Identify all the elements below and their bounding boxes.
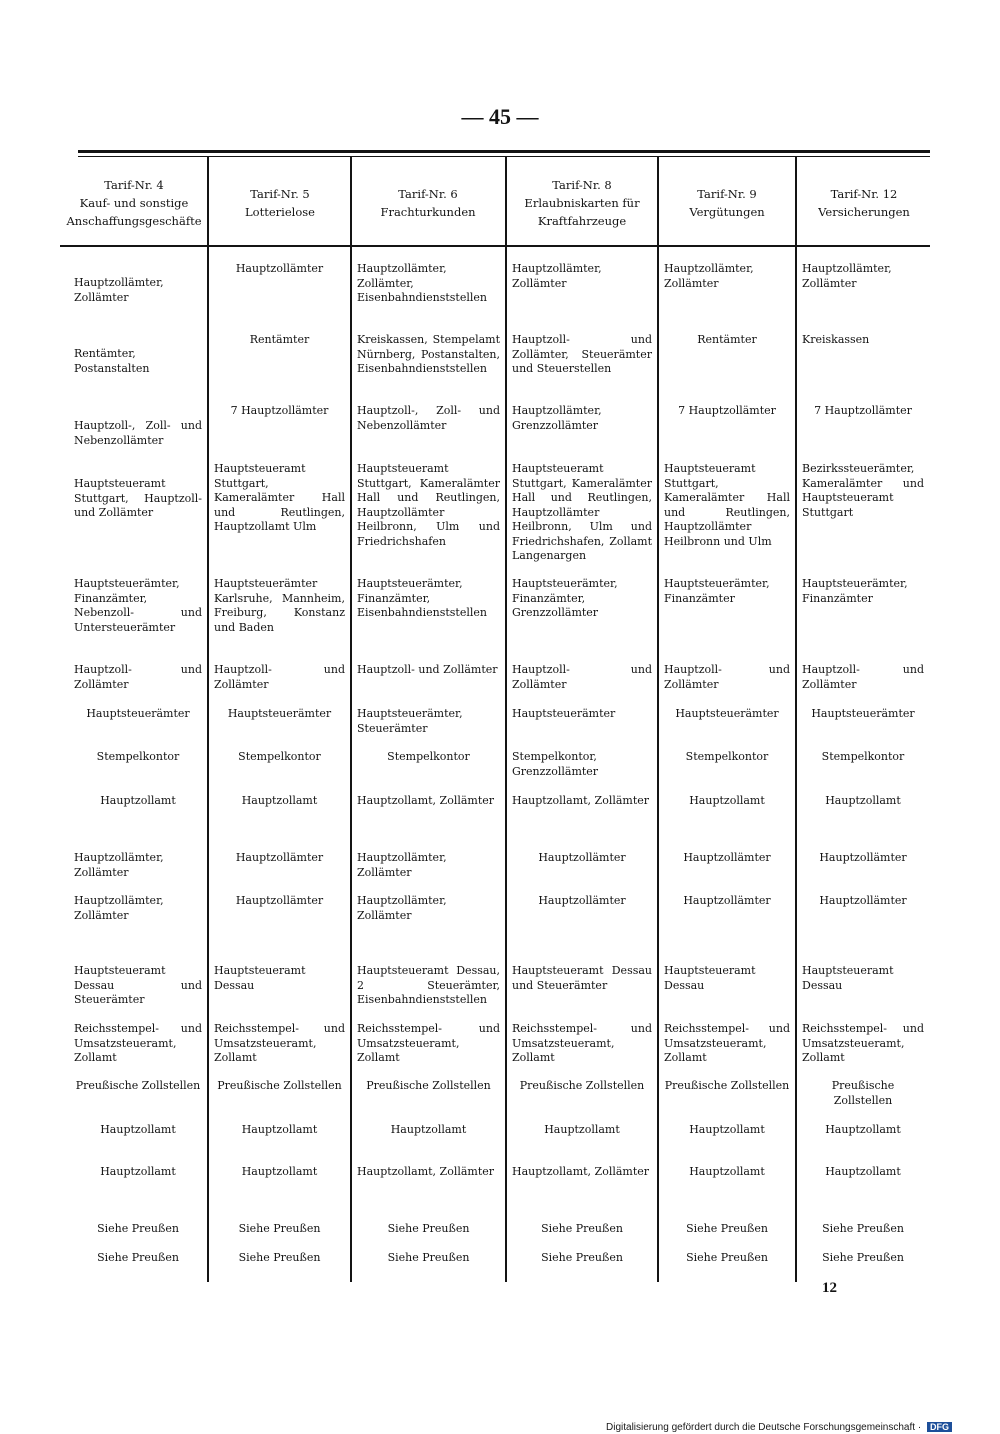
table-cell: Reichsstempel- und Umsatzsteueramt, Zollamt bbox=[802, 1022, 924, 1064]
table-cell: Hauptzollamt bbox=[100, 794, 176, 807]
table-cell: Siehe Preußen bbox=[97, 1251, 179, 1264]
table-cell: Hauptsteuerämter, Finanzämter, Eisenbahndienststellen bbox=[357, 577, 487, 619]
header-subtitle: Vergütungen bbox=[689, 205, 765, 219]
table-cell: Kreiskassen, Stempelamt Nürnberg, Postanstalten, Eisenbahndienststellen bbox=[357, 333, 500, 375]
table-cell: Hauptzollämter, Zollämter bbox=[74, 894, 164, 922]
table-row bbox=[60, 262, 930, 306]
header-subtitle: Lotterielose bbox=[245, 205, 315, 219]
table-cell: Preußische Zollstellen bbox=[75, 1079, 201, 1092]
table-cell: Siehe Preußen bbox=[238, 1222, 321, 1235]
table-cell: Hauptzoll- und Zollämter bbox=[74, 663, 202, 691]
header-subtitle: Versicherungen bbox=[818, 205, 910, 219]
table-cell: Hauptsteueramt Dessau und Steuerämter bbox=[74, 964, 202, 1006]
table-cell: Hauptzollämter bbox=[683, 851, 771, 864]
table-cell: Hauptzollämter, Zollämter bbox=[512, 262, 602, 290]
table-cell: Hauptsteueramt Stuttgart, Kameralämter Hall und Reutlingen, Hauptzollämter Heilbronn, Ulm und Friedrichshafen, Zollamt Langenargen bbox=[512, 462, 652, 562]
header-subtitle: Kauf- und sonstige Anschaffungsgeschäfte bbox=[66, 196, 202, 228]
header-tarif-9 bbox=[660, 185, 794, 221]
table-cell: Hauptzollamt bbox=[241, 1165, 318, 1178]
table-cell: Hauptsteueramt Stuttgart, Kameralämter Hall und Reutlingen, Hauptzollamt Ulm bbox=[214, 462, 345, 533]
table-cell: Hauptzollamt bbox=[825, 1123, 901, 1136]
table-cell: Hauptzollamt, Zollämter bbox=[512, 794, 650, 807]
table-cell: Hauptsteueramt Stuttgart, Hauptzoll- und Zollämter bbox=[74, 477, 202, 519]
table-cell: Hauptzollamt, Zollämter bbox=[357, 1165, 495, 1178]
table-cell: Hauptzollamt bbox=[100, 1123, 176, 1136]
header-subtitle: Frachturkunden bbox=[380, 205, 476, 219]
table-row bbox=[60, 1165, 930, 1180]
table-cell: Hauptzollamt, Zollämter bbox=[357, 794, 495, 807]
table-cell: Hauptzollämter bbox=[538, 894, 626, 907]
table-cell: Hauptzollämter, Zollämter, Eisenbahndienststellen bbox=[357, 262, 487, 304]
table-cell: Hauptzoll- und Zollämter bbox=[664, 663, 790, 691]
table-cell: Siehe Preußen bbox=[97, 1222, 179, 1235]
table-cell: Rentämter, Postanstalten bbox=[74, 347, 150, 375]
table-cell: Hauptzollamt bbox=[825, 1165, 901, 1178]
table-cell: Stempelkontor bbox=[387, 750, 470, 763]
table-cell: Hauptzollämter, Zollämter bbox=[357, 894, 447, 922]
table-cell: Siehe Preußen bbox=[541, 1251, 623, 1264]
table-cell: Siehe Preußen bbox=[238, 1251, 321, 1264]
table-row bbox=[60, 404, 930, 448]
table-cell: Hauptzollämter, Zollämter bbox=[802, 262, 892, 290]
table-cell: Reichsstempel- und Umsatzsteueramt, Zollamt bbox=[357, 1022, 500, 1064]
table-row bbox=[60, 577, 930, 635]
table-cell: Hauptzoll- und Zollämter, Steuerämter und Steuerstellen bbox=[512, 333, 652, 375]
table-cell: Siehe Preußen bbox=[822, 1251, 904, 1264]
table-cell: Hauptzoll-, Zoll- und Nebenzollämter bbox=[357, 404, 500, 432]
table-cell: Hauptzoll-, Zoll- und Nebenzollämter bbox=[74, 419, 202, 447]
header-tarif-6 bbox=[352, 185, 504, 221]
table-cell: Hauptsteuerämter bbox=[86, 707, 190, 720]
table-row bbox=[60, 1079, 930, 1108]
table-row bbox=[60, 333, 930, 377]
table-cell: Hauptzoll- und Zollämter bbox=[357, 663, 498, 676]
table-row bbox=[60, 1251, 930, 1266]
table-cell: Stempelkontor bbox=[821, 750, 905, 763]
header-title: Tarif-Nr. 12 bbox=[830, 187, 898, 201]
table-cell: Hauptzollamt bbox=[100, 1165, 176, 1178]
table-cell: 7 Hauptzollämter bbox=[230, 404, 329, 417]
header-tarif-4 bbox=[62, 176, 206, 230]
table-cell: Siehe Preußen bbox=[387, 1251, 470, 1264]
table-cell: Preußische Zollstellen bbox=[831, 1079, 895, 1107]
table-cell: Reichsstempel- und Umsatzsteueramt, Zollamt bbox=[74, 1022, 202, 1064]
table-cell: Hauptzollamt bbox=[241, 794, 318, 807]
table-cell: Hauptzoll- und Zollämter bbox=[802, 663, 924, 691]
table-cell: Hauptsteuerämter bbox=[811, 707, 915, 720]
table-cell: Hauptsteuerämter, Finanzämter bbox=[664, 577, 770, 605]
table-cell: Bezirkssteuerämter, Kameralämter und Hauptsteueramt Stuttgart bbox=[802, 462, 924, 519]
table-cell: Hauptsteuerämter bbox=[675, 707, 779, 720]
table-cell: Hauptsteuerämter, Steuerämter bbox=[357, 707, 463, 735]
table-cell: Hauptzollamt, Zollämter bbox=[512, 1165, 650, 1178]
table-cell: Siehe Preußen bbox=[822, 1222, 904, 1235]
table-cell: Preußische Zollstellen bbox=[519, 1079, 645, 1092]
table-cell: Hauptzollämter, Grenzzollämter bbox=[512, 404, 602, 432]
table-row bbox=[60, 1022, 930, 1066]
table-cell: Siehe Preußen bbox=[541, 1222, 623, 1235]
table-cell: Hauptzollämter bbox=[538, 851, 626, 864]
table-cell: Kreiskassen bbox=[802, 333, 870, 346]
table-cell: Hauptsteuerämter, Finanzämter, Grenzzollämter bbox=[512, 577, 618, 619]
table-cell: Siehe Preußen bbox=[686, 1251, 768, 1264]
digitization-text: Digitalisierung gefördert durch die Deutsche Forschungsgemeinschaft bbox=[606, 1422, 916, 1433]
table-cell: Hauptsteuerämter Karlsruhe, Mannheim, Freiburg, Konstanz und Baden bbox=[214, 577, 345, 634]
table-row bbox=[60, 462, 930, 564]
table-cell: Hauptzollämter, Zollämter bbox=[664, 262, 754, 290]
table-cell: Stempelkontor bbox=[238, 750, 321, 763]
table-row bbox=[60, 663, 930, 692]
table-cell: Hauptsteueramt Dessau bbox=[664, 964, 756, 992]
table-cell: Hauptzollämter bbox=[235, 894, 324, 907]
table-cell: Hauptsteueramt Dessau bbox=[802, 964, 894, 992]
table-cell: Hauptsteuerämter, Finanzämter, Nebenzoll- und Untersteuerämter bbox=[74, 577, 202, 634]
table-cell: Hauptzollämter bbox=[819, 894, 907, 907]
table-cell: Hauptsteuerämter, Finanzämter bbox=[802, 577, 908, 605]
table-cell: Hauptzollamt bbox=[689, 1123, 765, 1136]
table-row bbox=[60, 794, 930, 809]
page-number: — 45 — bbox=[461, 104, 539, 129]
table-cell: Stempelkontor bbox=[685, 750, 769, 763]
table-row bbox=[60, 964, 930, 1008]
table-cell: Reichsstempel- und Umsatzsteueramt, Zollamt bbox=[214, 1022, 345, 1064]
table-cell: 7 Hauptzollämter bbox=[814, 404, 912, 417]
table-cell: Hauptsteueramt Dessau, 2 Steuerämter, Eisenbahndienststellen bbox=[357, 964, 500, 1006]
table-cell: Hauptzollämter, Zollämter bbox=[74, 851, 164, 879]
header-title: Tarif-Nr. 4 bbox=[104, 178, 164, 192]
table-cell: Hauptsteuerämter bbox=[512, 707, 616, 720]
table-cell: Hauptzoll- und Zollämter bbox=[512, 663, 652, 691]
top-rule-thin bbox=[78, 156, 930, 157]
table-cell: Hauptsteueramt Dessau und Steuerämter bbox=[512, 964, 652, 992]
table-cell: 7 Hauptzollämter bbox=[678, 404, 776, 417]
table-cell: Hauptzollämter bbox=[683, 894, 771, 907]
table-cell: Hauptzollamt bbox=[689, 794, 765, 807]
table-cell: Rentämter bbox=[697, 333, 757, 346]
table-cell: Reichsstempel- und Umsatzsteueramt, Zollamt bbox=[664, 1022, 790, 1064]
header-title: Tarif-Nr. 6 bbox=[398, 187, 458, 201]
table-cell: Hauptzollämter, Zollämter bbox=[357, 851, 447, 879]
table-cell: Hauptzoll- und Zollämter bbox=[214, 663, 345, 691]
table-cell: Hauptzollämter, Zollämter bbox=[74, 276, 164, 304]
table-cell: Stempelkontor bbox=[96, 750, 180, 763]
table-cell: Hauptzollamt bbox=[544, 1123, 620, 1136]
table-row bbox=[60, 750, 930, 779]
header-title: Tarif-Nr. 8 bbox=[552, 178, 612, 192]
table-cell: Rentämter bbox=[249, 333, 310, 346]
table-cell: Hauptzollämter bbox=[819, 851, 907, 864]
table-cell: Hauptsteueramt Stuttgart, Kameralämter Hall und Reutlingen, Hauptzollämter Heilbronn, Ulm und Friedrichshafen bbox=[357, 462, 500, 548]
table-cell: Hauptzollämter bbox=[235, 851, 324, 864]
signature-mark: 12 bbox=[822, 1280, 837, 1296]
table-row bbox=[60, 1222, 930, 1237]
table-row bbox=[60, 707, 930, 736]
table-cell: Hauptzollamt bbox=[825, 794, 901, 807]
table-cell: Stempelkontor, Grenzzollämter bbox=[512, 750, 599, 778]
table-cell: Hauptzollamt bbox=[241, 1123, 318, 1136]
header-tarif-8 bbox=[508, 176, 656, 230]
table-cell: Hauptzollamt bbox=[689, 1165, 765, 1178]
table-cell: Reichsstempel- und Umsatzsteueramt, Zollamt bbox=[512, 1022, 652, 1064]
header-title: Tarif-Nr. 9 bbox=[697, 187, 757, 201]
table-cell: Hauptzollamt bbox=[390, 1123, 467, 1136]
table-cell: Preußische Zollstellen bbox=[366, 1079, 491, 1092]
header-subtitle: Erlaubniskarten für Kraftfahrzeuge bbox=[524, 196, 640, 228]
table-row bbox=[60, 894, 930, 923]
table-cell: Hauptsteueramt Stuttgart, Kameralämter Hall und Reutlingen, Hauptzollämter Heilbronn und Ulm bbox=[664, 462, 790, 548]
table-row bbox=[60, 851, 930, 880]
header-title: Tarif-Nr. 5 bbox=[250, 187, 310, 201]
table-cell: Hauptsteueramt Dessau bbox=[214, 964, 306, 992]
header-rule bbox=[60, 245, 930, 247]
table-cell: Preußische Zollstellen bbox=[217, 1079, 342, 1092]
table-cell: Hauptzollämter bbox=[235, 262, 324, 275]
table-row bbox=[60, 1123, 930, 1138]
table-cell: Hauptsteuerämter bbox=[227, 707, 332, 720]
table-cell: Preußische Zollstellen bbox=[664, 1079, 790, 1092]
digitization-note: Digitalisierung gefördert durch die Deutsche Forschungsgemeinschaft · DFG bbox=[606, 1422, 952, 1433]
table-cell: Siehe Preußen bbox=[686, 1222, 768, 1235]
dfg-logo: DFG bbox=[927, 1422, 952, 1432]
top-rule bbox=[78, 150, 930, 153]
header-tarif-5 bbox=[210, 185, 350, 221]
table-cell: Siehe Preußen bbox=[387, 1222, 470, 1235]
header-tarif-12 bbox=[798, 185, 930, 221]
